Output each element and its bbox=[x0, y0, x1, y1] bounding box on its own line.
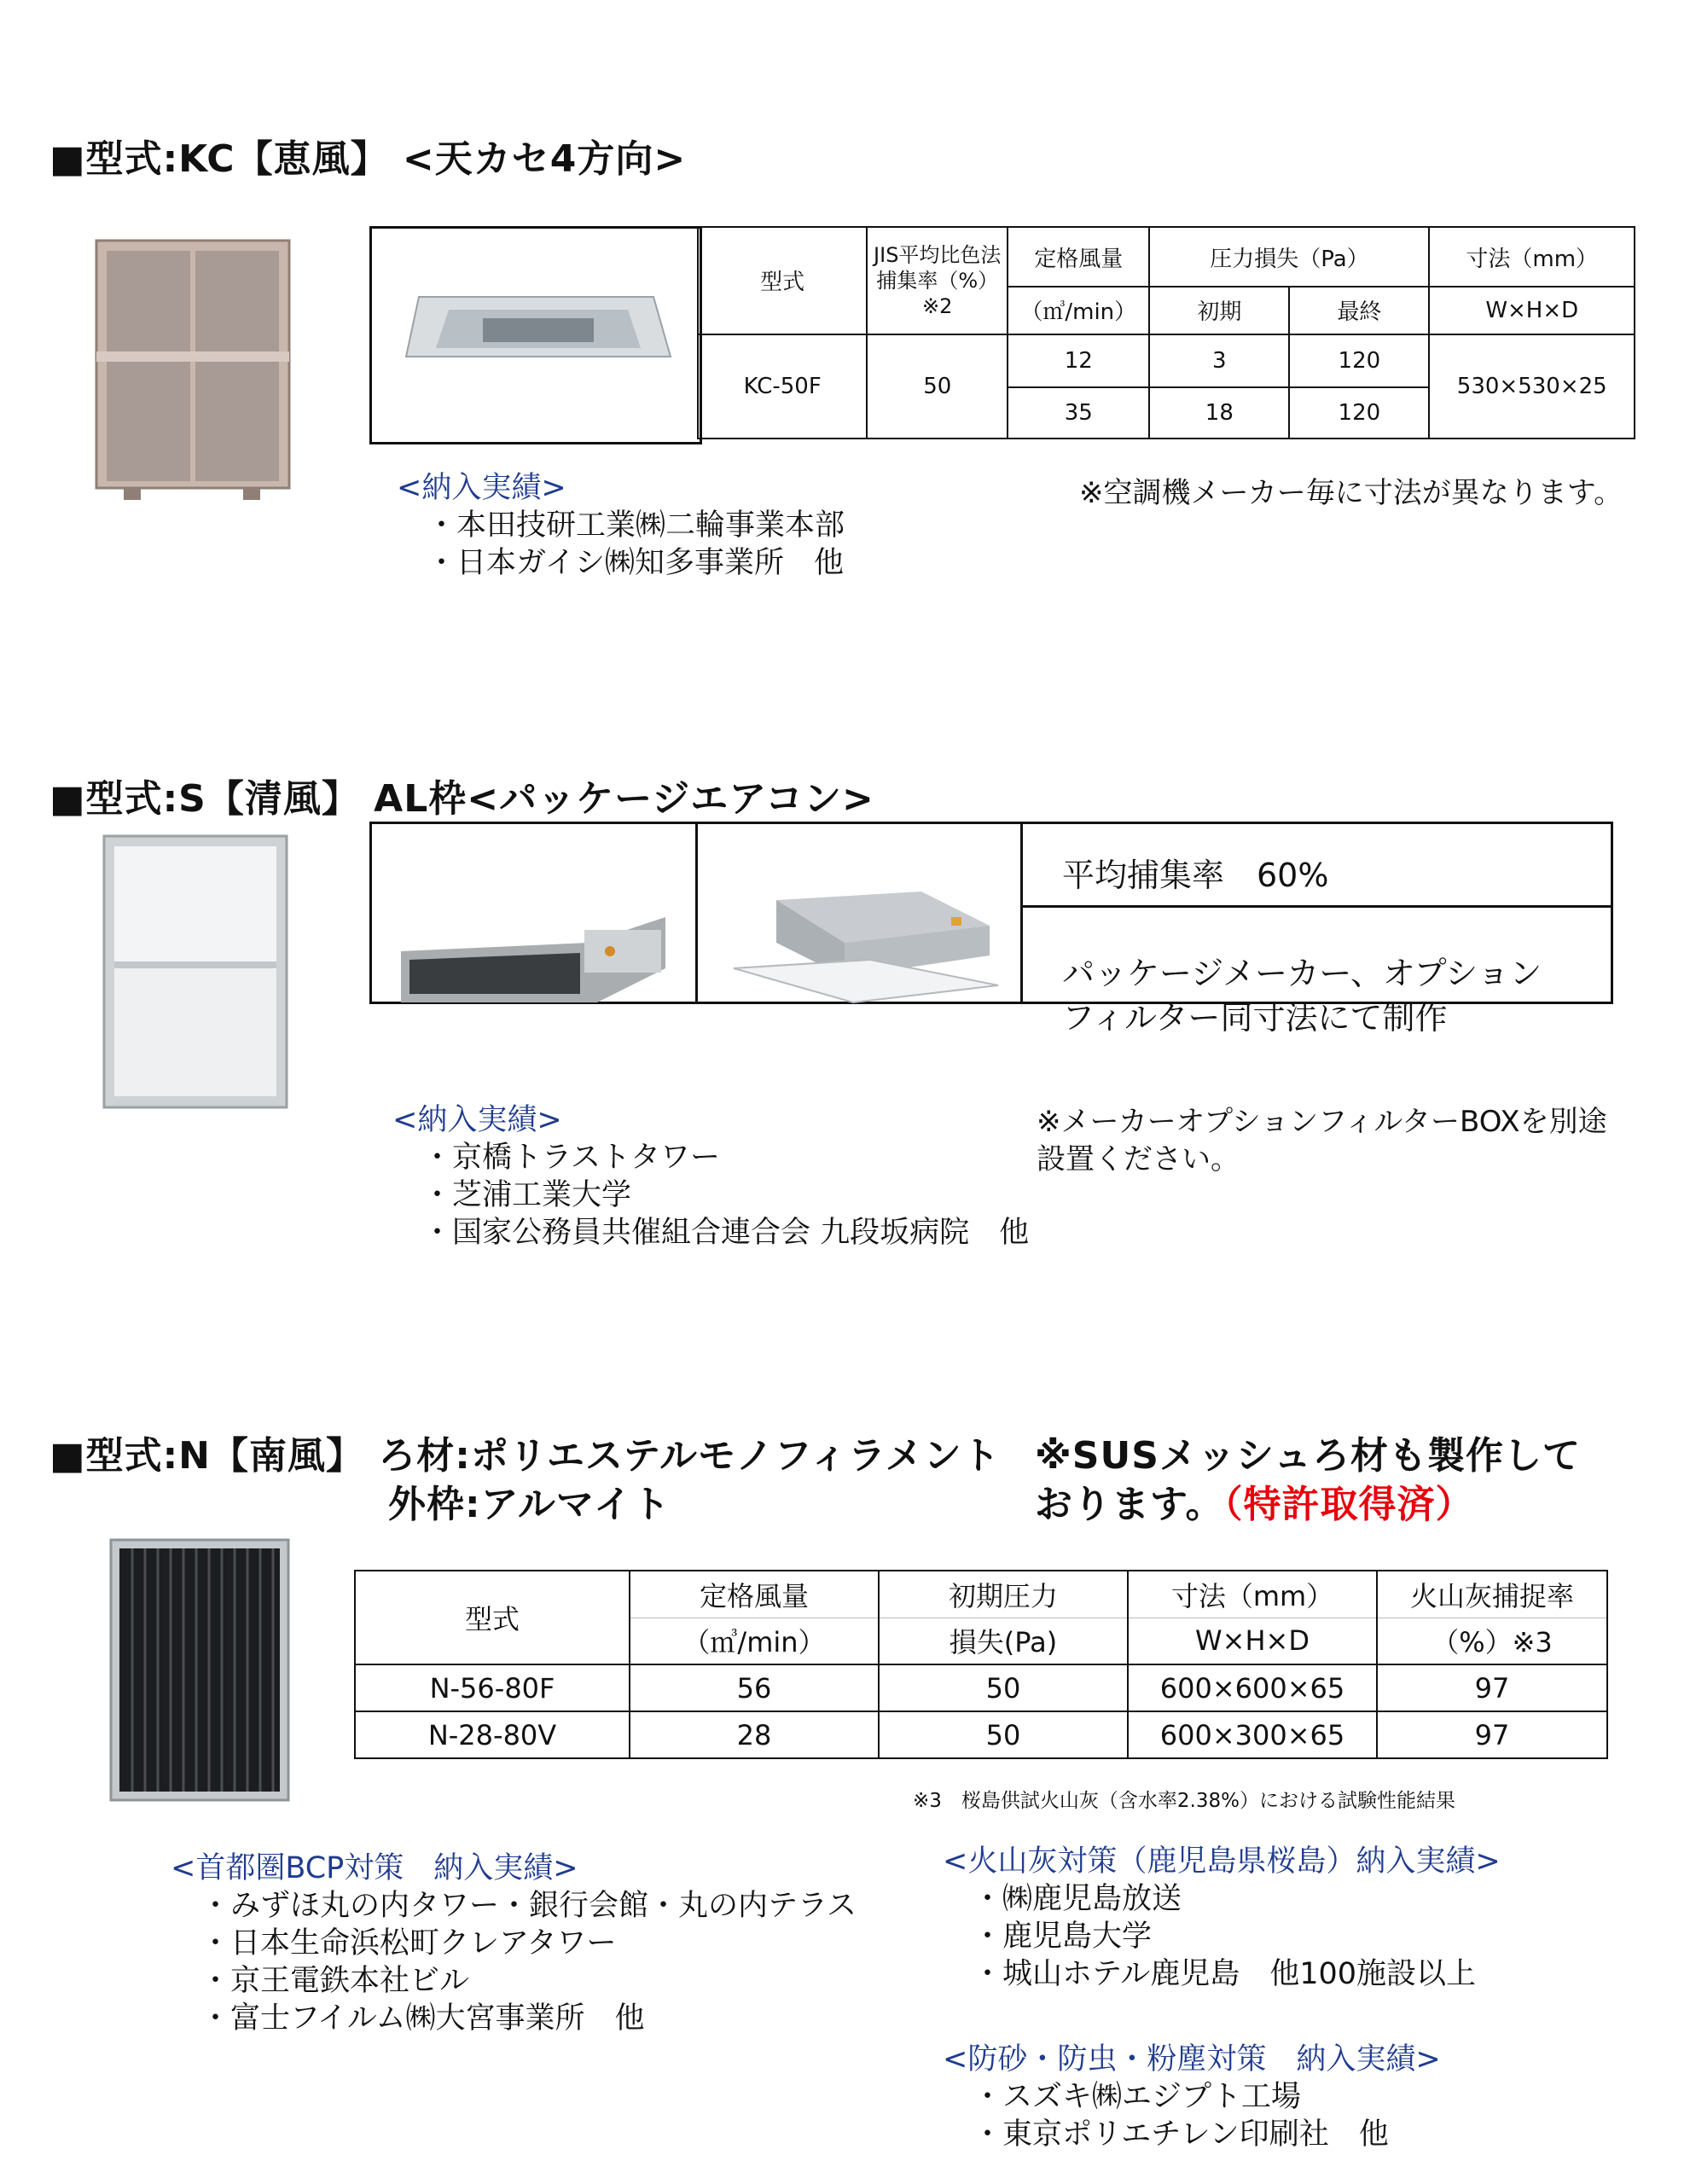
list-item: ・鹿児島大学 bbox=[973, 1920, 1153, 1954]
s-ducted-unit-image bbox=[384, 892, 682, 1019]
kc-final: 120 bbox=[1289, 387, 1429, 439]
kc-model: KC-50F bbox=[698, 334, 867, 439]
kc-cassette-image bbox=[369, 226, 702, 444]
kc-initial: 3 bbox=[1149, 334, 1289, 387]
list-item: ・芝浦工業大学 bbox=[422, 1178, 632, 1212]
s-note-line2: 設置ください。 bbox=[1037, 1142, 1240, 1176]
kc-th-dim: 寸法（mm） bbox=[1429, 227, 1635, 287]
s-divider bbox=[1020, 822, 1023, 1004]
n-th-airflow: 定格風量 bbox=[630, 1571, 879, 1618]
list-item: ・本田技研工業㈱二輪事業本部 bbox=[427, 508, 845, 543]
list-item: ・日本生命浜松町クレアタワー bbox=[200, 1926, 617, 1960]
n-model: N-28-80V bbox=[355, 1711, 630, 1758]
n-airflow: 28 bbox=[630, 1711, 879, 1758]
n-th-dim-unit: W×H×D bbox=[1128, 1618, 1377, 1664]
n-sus-line2-wrap bbox=[1035, 1473, 1473, 1528]
n-dim: 600×600×65 bbox=[1128, 1664, 1377, 1711]
kc-th-airflow: 定格風量 bbox=[1008, 227, 1149, 287]
n-dim: 600×300×65 bbox=[1128, 1711, 1377, 1758]
kc-airflow: 35 bbox=[1008, 387, 1149, 439]
n-th-pressure: 初期圧力 bbox=[879, 1571, 1128, 1618]
kc-dim: 530×530×25 bbox=[1429, 334, 1635, 439]
kc-th-dim-unit: W×H×D bbox=[1429, 287, 1635, 334]
s-heading: ■型式:S【清風】 AL枠<パッケージエアコン> bbox=[49, 777, 874, 821]
list-item: ・国家公務員共催組合連合会 九段坂病院 他 bbox=[422, 1216, 1030, 1250]
n-patent: （特許取得済） bbox=[1223, 1483, 1474, 1526]
list-item: ・スズキ㈱エジプト工場 bbox=[973, 2080, 1302, 2114]
s-filter-image bbox=[96, 832, 292, 1118]
s-divider bbox=[1020, 905, 1611, 908]
list-item: ・富士フイルム㈱大宮事業所 他 bbox=[200, 2001, 645, 2036]
list-item: ・京橋トラストタワー bbox=[422, 1141, 720, 1175]
list-item: ・みずほ丸の内タワー・銀行会館・丸の内テラス bbox=[200, 1889, 857, 1923]
n-ash: 97 bbox=[1377, 1711, 1607, 1758]
n-spec-table bbox=[354, 1570, 1608, 1759]
list-item: ・日本ガイシ㈱知多事業所 他 bbox=[427, 546, 844, 580]
kc-th-initial: 初期 bbox=[1149, 287, 1289, 334]
n-airflow: 56 bbox=[630, 1664, 879, 1711]
s-note-line1: ※メーカーオプションフィルターBOXを別途 bbox=[1037, 1105, 1607, 1139]
n-model: N-56-80F bbox=[355, 1664, 630, 1711]
n-ash-title: <火山灰対策（鹿児島県桜島）納入実績> bbox=[943, 1844, 1501, 1879]
n-sus-line2: おります。 bbox=[1035, 1483, 1224, 1526]
list-item: ・㈱鹿児島放送 bbox=[973, 1882, 1182, 1916]
kc-spec-table bbox=[697, 226, 1635, 439]
n-th-airflow-unit: （㎥/min） bbox=[630, 1618, 879, 1664]
n-th-ash-unit: （%）※3 bbox=[1377, 1618, 1607, 1664]
kc-th-model: 型式 bbox=[698, 227, 867, 334]
n-filter-image bbox=[107, 1536, 294, 1809]
s-desc-line2: フィルター同寸法にて制作 bbox=[1062, 999, 1448, 1037]
n-footnote: ※3 桜島供試火山灰（含水率2.38%）における試験性能結果 bbox=[913, 1790, 1455, 1812]
n-ash: 97 bbox=[1377, 1664, 1607, 1711]
s-results-title: <納入実績> bbox=[392, 1103, 562, 1137]
kc-th-airflow-unit: （㎥/min） bbox=[1008, 287, 1149, 334]
n-sus-line1: ※SUSメッシュろ材も製作して bbox=[1035, 1434, 1582, 1478]
table-row bbox=[698, 334, 1635, 387]
s-desc-line1: パッケージメーカー、オプション bbox=[1062, 955, 1542, 992]
kc-jis: 50 bbox=[867, 334, 1008, 439]
n-heading-line1: ■型式:N【南風】 ろ材:ポリエステルモノフィラメント bbox=[49, 1434, 1001, 1478]
n-pressure: 50 bbox=[879, 1664, 1128, 1711]
kc-airflow: 12 bbox=[1008, 334, 1149, 387]
list-item: ・城山ホテル鹿児島 他100施設以上 bbox=[973, 1957, 1477, 1991]
n-th-model: 型式 bbox=[355, 1571, 630, 1664]
n-th-dim: 寸法（mm） bbox=[1128, 1571, 1377, 1618]
kc-filter-image bbox=[90, 232, 294, 512]
n-bcp-title: <首都圏BCP対策 納入実績> bbox=[171, 1851, 578, 1885]
n-pressure: 50 bbox=[879, 1711, 1128, 1758]
kc-heading: ■型式:KC【恵風】 <天カセ4方向> bbox=[49, 137, 687, 181]
list-item: ・京王電鉄本社ビル bbox=[200, 1964, 470, 1998]
n-th-ash: 火山灰捕捉率 bbox=[1377, 1571, 1607, 1618]
n-th-pressure-unit: 損失(Pa) bbox=[879, 1618, 1128, 1664]
kc-th-jis: JIS平均比色法捕集率（%）※2 bbox=[867, 227, 1008, 334]
kc-th-final: 最終 bbox=[1289, 287, 1429, 334]
kc-results-title: <納入実績> bbox=[397, 471, 566, 505]
kc-note: ※空調機メーカー毎に寸法が異なります。 bbox=[1079, 476, 1623, 510]
s-divider bbox=[695, 822, 698, 1004]
list-item: ・東京ポリエチレン印刷社 他 bbox=[973, 2117, 1389, 2152]
kc-initial: 18 bbox=[1149, 387, 1289, 439]
s-cassette-unit-image bbox=[717, 874, 1007, 1011]
kc-th-pressure: 圧力損失（Pa） bbox=[1149, 227, 1429, 287]
n-heading-line2: 外枠:アルマイト bbox=[388, 1483, 671, 1526]
s-rate: 平均捕集率 60% bbox=[1062, 857, 1329, 894]
table-row bbox=[355, 1664, 1607, 1711]
n-dust-title: <防砂・防虫・粉塵対策 納入実績> bbox=[943, 2042, 1441, 2077]
table-row bbox=[355, 1711, 1607, 1758]
kc-final: 120 bbox=[1289, 334, 1429, 387]
